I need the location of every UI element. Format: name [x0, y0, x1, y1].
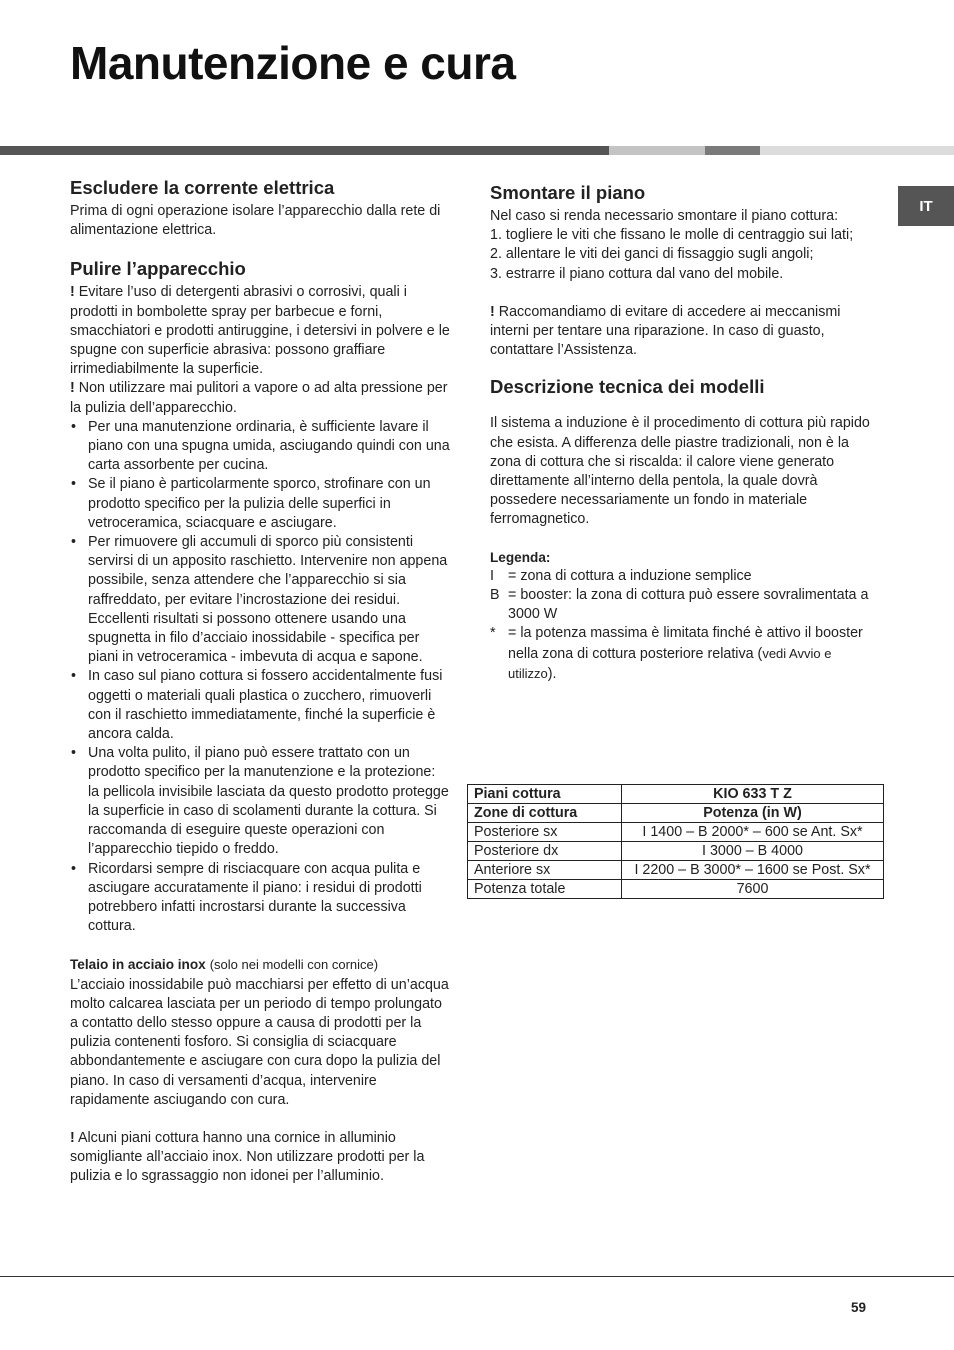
stripe-mid: [609, 146, 705, 155]
legend-title: Legenda:: [490, 549, 551, 565]
table-header-row: [468, 785, 884, 804]
legend-reference: vedi Avvio e utilizzo: [508, 645, 832, 681]
list-item: • Per una manutenzione ordinaria, è sufficiente lavare il piano con una spugna umida, asciugando quindi con una carta assorbente per cucina.: [70, 418, 450, 476]
table-cell: I 2200 – B 3000* – 1600 se Post. Sx*: [622, 861, 884, 880]
section-text: Prima di ogni operazione isolare l’apparecchio dalla rete di alimentazione elettrica.: [70, 203, 441, 239]
section-stainless-frame: [70, 955, 450, 1186]
list-item: • In caso sul piano cottura si fossero accidentalmente fusi oggetti o materiali quali plastica o zucchero, rimuoverli con il raschietto immediatamente, finché la superficie è ancora calda.: [70, 667, 450, 744]
warning-paragraph: [70, 1129, 450, 1187]
warning-mark: !: [70, 1129, 75, 1146]
legend-item: [490, 567, 874, 586]
legend-item: [490, 586, 874, 624]
table-cell: I 1400 – B 2000* – 600 se Ant. Sx*: [622, 823, 884, 842]
subsection-title: Telaio in acciaio inox: [70, 957, 206, 973]
warning-text: Evitare l’uso di detergenti abrasivi o corrosivi, quali i prodotti in bombolette spray per barbecue e forni, smacchiatori e prodotti antiruggine, i detersivi in polvere e le spugne con superficie abrasiva: possono graffiare irrimediabilmente la superficie.: [70, 284, 450, 378]
subsection-title-line: [70, 955, 450, 975]
section-heading: Smontare il piano: [490, 182, 646, 203]
section-text: Il sistema a induzione è il procedimento di cottura più rapido che esista. A differenza delle piastre tradizionali, non è la zona di cottura che si riscalda: il calore viene generato direttamente all’interno della pentola, la quale dovrà possedere necessariamente un fondo in materiale ferromagnetico.: [490, 415, 870, 528]
stripe-light: [760, 146, 954, 155]
power-table: [467, 784, 884, 899]
left-column: [70, 177, 450, 1187]
legend-item: [490, 624, 874, 684]
section-text: L’acciaio inossidabile può macchiarsi per effetto di un’acqua molto calcarea lasciata per un periodo di tempo prolungato a contatto dello stesso oppure a causa di prodotti per la pulizia contenenti fosforo. Si consiglia di sciacquare abbondantemente e asciugare con cura dopo la pulizia del piano. In caso di versamenti d’acqua, intervenire rapidamente asciugando con cura.: [70, 976, 449, 1108]
step-item: 3. estrarre il piano cottura dal vano del mobile.: [490, 265, 784, 282]
list-item: • Una volta pulito, il piano può essere trattato con un prodotto specifico per la manutenzione e la protezione: la pellicola invisibile lasciata da questo prodotto protegge la superficie in caso di scolamenti durante la cottura. Si raccomanda di eseguire queste operazioni con l’apparecchio tiepido o freddo.: [70, 744, 450, 859]
step-item: 1. togliere le viti che fissano le molle di centraggio sui lati;: [490, 227, 854, 244]
table-cell: KIO 633 T Z: [622, 785, 884, 804]
page-title: Manutenzione e cura: [70, 37, 516, 89]
warning-paragraph: [70, 283, 450, 379]
legend-key: *: [490, 625, 496, 642]
table-row: [468, 880, 884, 899]
table-cell: 7600: [622, 880, 884, 899]
warning-text: Alcuni piani cottura hanno una cornice in alluminio somigliante all’acciaio inox. Non utilizzare prodotti per la pulizia e lo sgrassaggio non idonei per l’alluminio.: [70, 1129, 425, 1185]
table-row: [468, 861, 884, 880]
warning-paragraph: [70, 379, 450, 417]
cleaning-list: [70, 418, 450, 936]
legend-text: = la potenza massima è limitata finché è attivo il booster nella zona di cottura posteriore relativa (: [508, 625, 863, 662]
section-intro: Nel caso si renda necessario smontare il piano cottura:: [490, 208, 839, 224]
subsection-note: (solo nei modelli con cornice): [209, 957, 379, 973]
footer-divider: [0, 1276, 954, 1277]
language-tab: IT: [898, 186, 954, 226]
header-stripe: [0, 146, 954, 155]
right-column: [490, 182, 874, 684]
list-item: • Ricordarsi sempre di risciacquare con acqua pulita e asciugare accuratamente il piano: i residui di prodotti potrebbero infatti incrostarsi durante la successiva cottura.: [70, 860, 450, 937]
table-cell: I 3000 – B 4000: [622, 842, 884, 861]
table-cell: Zone di cottura: [468, 804, 622, 823]
list-item: • Per rimuovere gli accumuli di sporco più consistenti servirsi di un apposito raschietto. Intervenire non appena possibile, senza attendere che l’apparecchio si sia raffreddato, per evitare l’incrostazione dei residui. Eccellenti risultati si possono ottenere usando una spugnetta in filo d’acciaio inossidabile - specifica per piani in vetroceramica - imbevuta di acqua e sapone.: [70, 533, 450, 667]
table-cell: Potenza totale: [468, 880, 622, 899]
stripe-dark: [0, 146, 609, 155]
legend-tail: ).: [547, 665, 557, 682]
table-row: [468, 823, 884, 842]
table-row: [468, 842, 884, 861]
warning-text: Non utilizzare mai pulitori a vapore o ad alta pressione per la pulizia dell’apparecchio.: [70, 380, 448, 416]
warning-mark: !: [70, 284, 75, 301]
warning-paragraph: [490, 303, 874, 361]
section-cleaning: [70, 258, 450, 936]
table-cell: Potenza (in W): [622, 804, 884, 823]
legend-key: B: [490, 587, 500, 604]
table-cell: Piani cottura: [468, 785, 622, 804]
warning-mark: !: [70, 380, 75, 397]
section-power-off: [70, 177, 450, 240]
table-cell: Posteriore sx: [468, 823, 622, 842]
section-heading: Descrizione tecnica dei modelli: [490, 376, 765, 398]
stripe-accent: [705, 146, 760, 155]
section-heading: Pulire l’apparecchio: [70, 258, 246, 280]
table-cell: Anteriore sx: [468, 861, 622, 880]
warning-text: Raccomandiamo di evitare di accedere ai meccanismi interni per tentare una riparazione. In caso di guasto, contattare l’Assistenza.: [490, 303, 841, 359]
section-technical-description: [490, 376, 874, 684]
page-number: 59: [851, 1300, 867, 1315]
warning-mark: !: [490, 303, 495, 320]
table-cell: Posteriore dx: [468, 842, 622, 861]
legend-text: = booster: la zona di cottura può essere sovralimentata a 3000 W: [508, 587, 869, 623]
legend-text: = zona di cottura a induzione semplice: [508, 567, 752, 584]
list-item: • Se il piano è particolarmente sporco, strofinare con un prodotto specifico per la pulizia delle superfici in vetroceramica, sciacquare e asciugare.: [70, 475, 450, 533]
section-heading: Escludere la corrente elettrica: [70, 177, 335, 198]
table-header-row: [468, 804, 884, 823]
legend-key: I: [490, 567, 494, 584]
section-disassembly: [490, 182, 874, 360]
step-item: 2. allentare le viti dei ganci di fissaggio sugli angoli;: [490, 246, 814, 263]
